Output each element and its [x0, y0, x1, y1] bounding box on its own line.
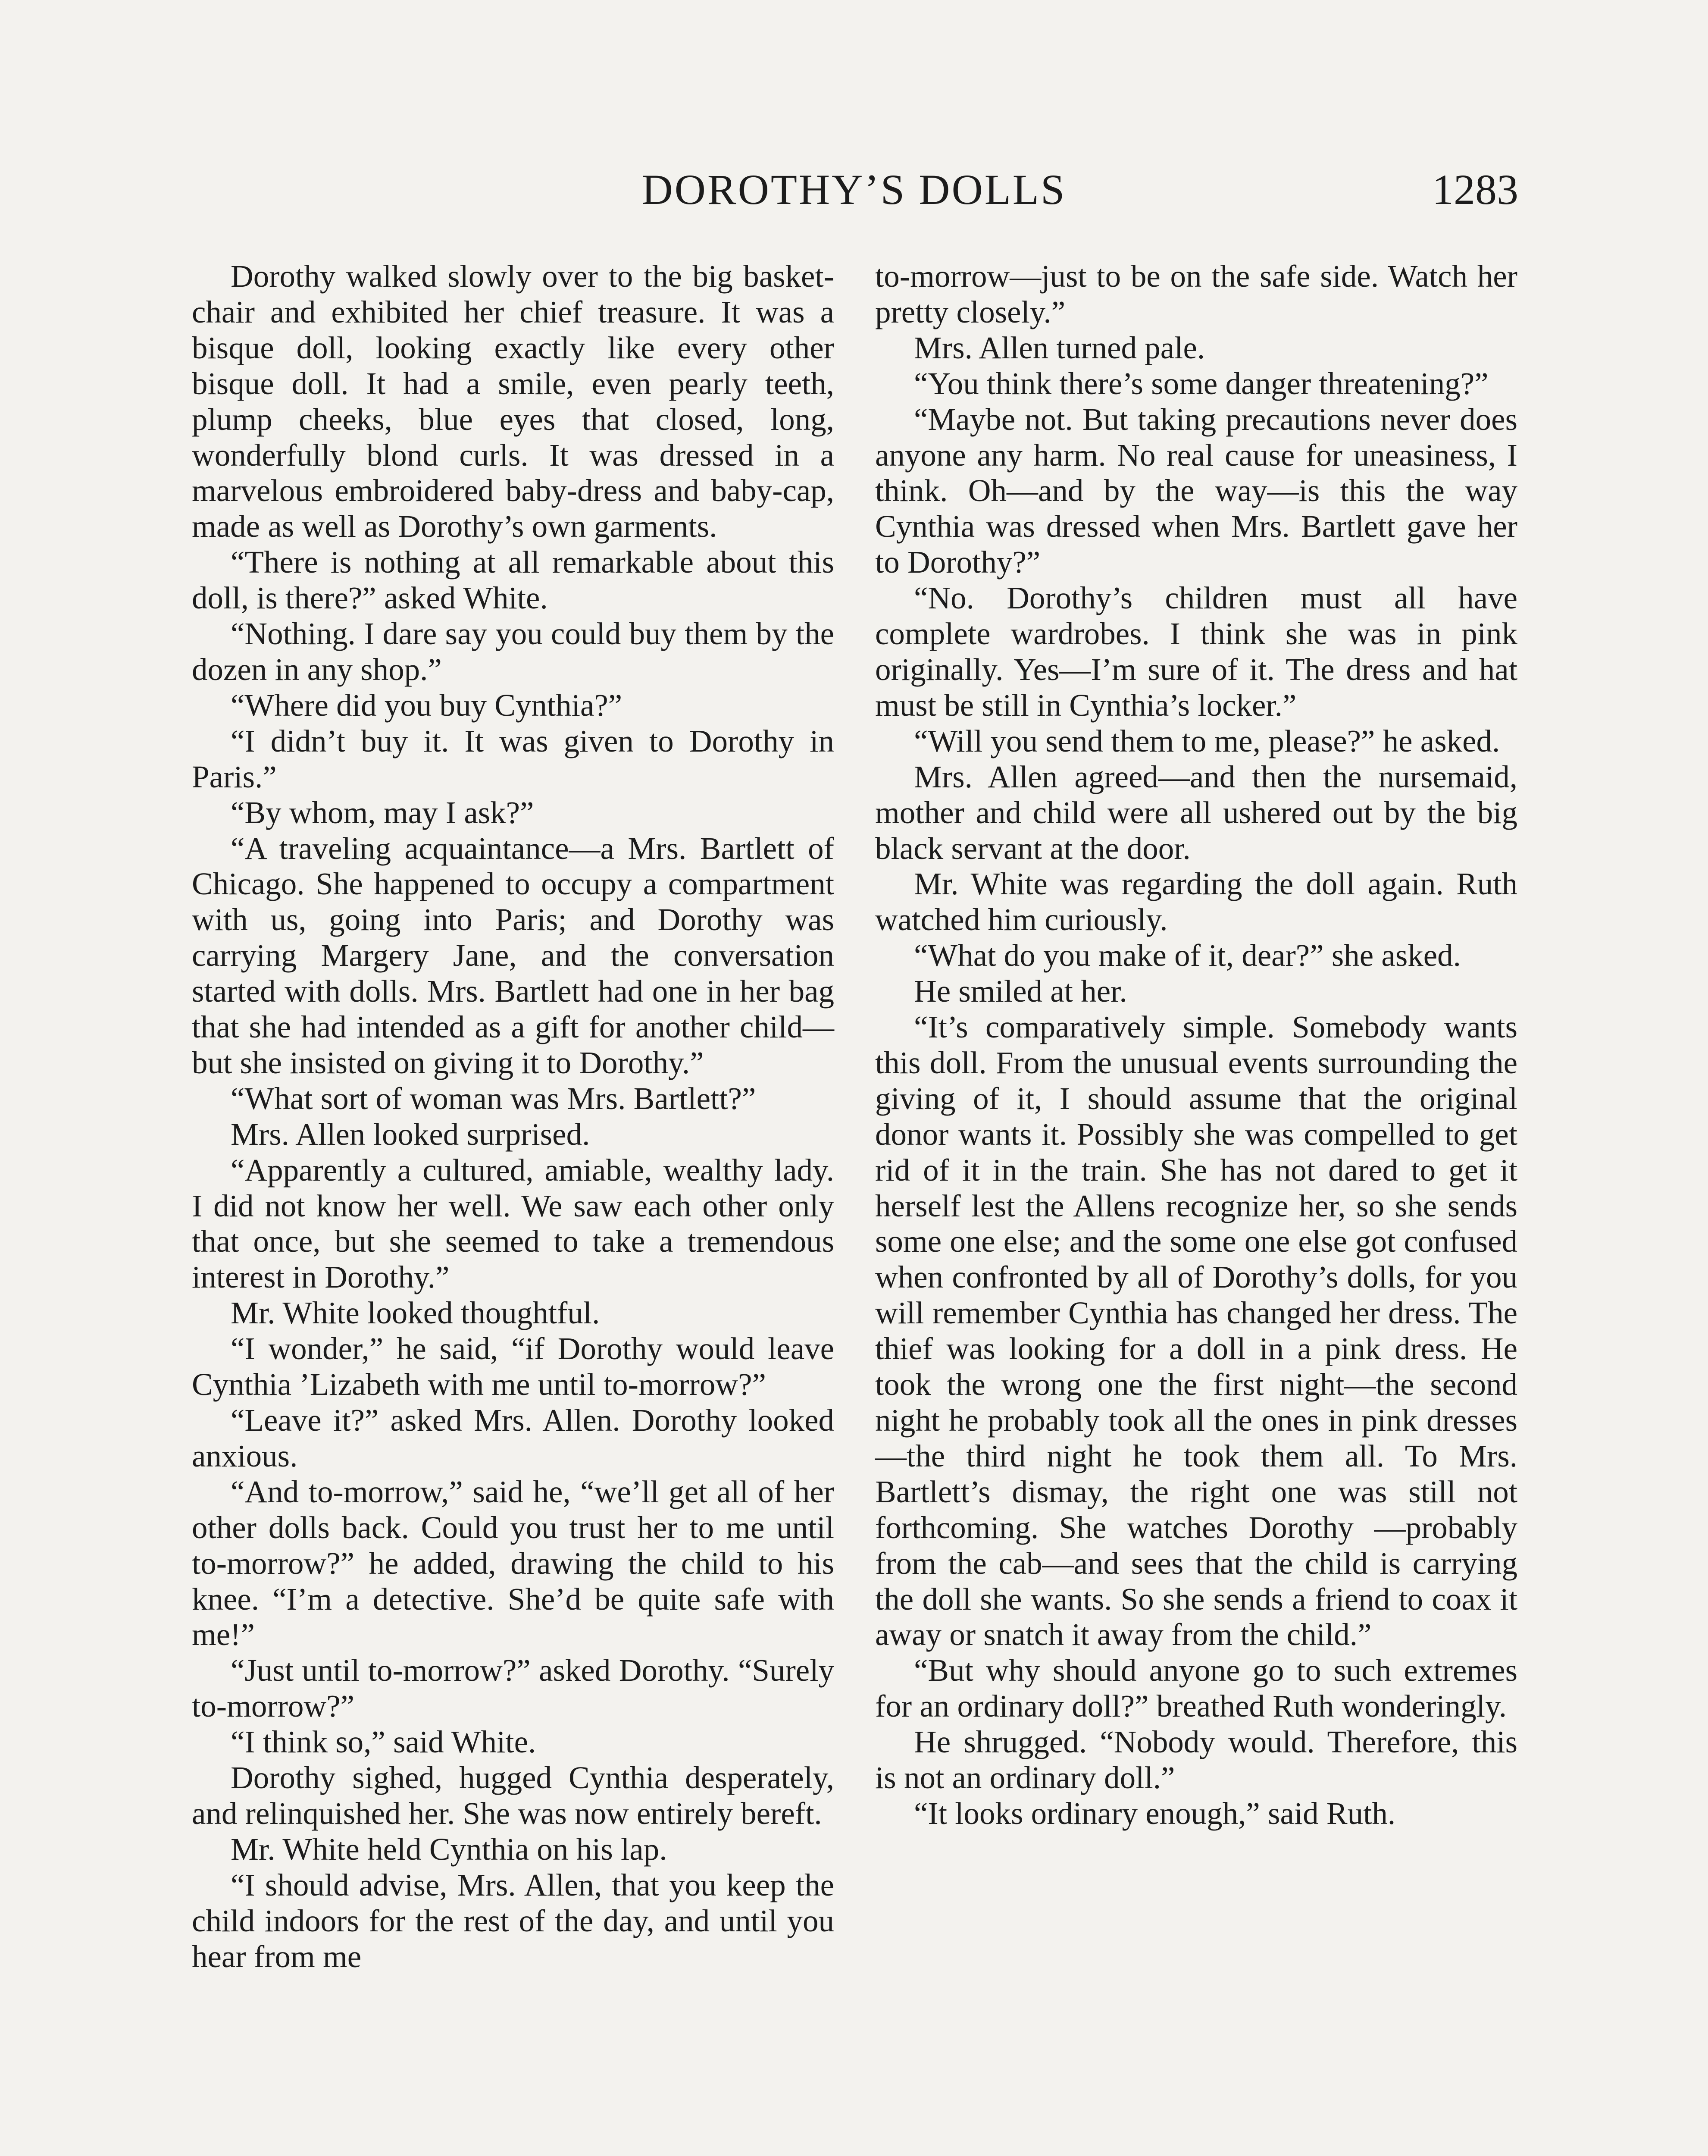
page-title: DOROTHY’S DOLLS — [641, 166, 1067, 213]
paragraph: “But why should anyone go to such extremes for an ordinary doll?” breathed Ruth wonderingly. — [875, 1653, 1517, 1724]
paragraph: Mr. White was regarding the doll again. Ruth watched him curiously. — [875, 866, 1517, 937]
paragraph: “I think so,” said White. — [231, 1724, 536, 1760]
paragraph: “I wonder,” he said, “if Dorothy would leave Cynthia ’Lizabeth with me until to-morrow?” — [192, 1331, 834, 1402]
paragraph: He smiled at her. — [914, 974, 1127, 1009]
paragraph: “I should advise, Mrs. Allen, that you keep the child indoors for the rest of the day, and until you hear from me — [192, 1867, 834, 1974]
paragraph: He shrugged. “Nobody would. Therefore, this is not an ordinary doll.” — [875, 1724, 1517, 1796]
paragraph: “Leave it?” asked Mrs. Allen. Dorothy looked anxious. — [192, 1403, 834, 1473]
paragraph: Mrs. Allen looked surprised. — [231, 1116, 590, 1152]
paragraph: “You think there’s some danger threatening?” — [914, 366, 1489, 401]
left-column — [192, 259, 834, 1975]
paragraph: “No. Dorothy’s children must all have complete wardrobes. I think she was in pink originally. Yes—I’m sure of it. The dress and hat must be still in Cynthia’s locker.” — [875, 580, 1517, 723]
paragraph: “There is nothing at all remarkable about this doll, is there?” asked White. — [192, 545, 834, 616]
paragraph: Mr. White held Cynthia on his lap. — [231, 1831, 667, 1867]
paragraph: “And to-morrow,” said he, “we’ll get all of her other dolls back. Could you trust her to me until to-morrow?” he added, drawing the child to his knee. “I’m a detective. She’d be quite safe with me!” — [192, 1474, 834, 1652]
running-head — [190, 160, 1518, 220]
paragraph: “Maybe not. But taking precautions never does anyone any harm. No real cause for uneasiness, I think. Oh—and by the way—is this the way Cynthia was dressed when Mrs. Bartlett gave her to Dorothy?” — [875, 401, 1517, 580]
paragraph: “I didn’t buy it. It was given to Dorothy in Paris.” — [192, 723, 834, 794]
paragraph: “It looks ordinary enough,” said Ruth. — [914, 1796, 1396, 1831]
paragraph: “It’s comparatively simple. Somebody wants this doll. From the unusual events surrounding the giving of it, I should assume that the original donor wants it. Possibly she was compelled to get rid of it in the train. She has not dared to get it herself lest the Allens recognize her, so she sends some one else; and the some one else got confused when confronted by all of Dorothy’s dolls, for you will remember Cynthia has changed her dress. The thief was looking for a doll in a pink dress. He took the wrong one the first night—the second night he probably took all the ones in pink dresses—the third night he took them all. To Mrs. Bartlett’s dismay, the right one was still not forthcoming. She watches Dorothy —probably from the cab—and sees that the child is carrying the doll she wants. So she sends a friend to coax it away or snatch it away from the child.” — [875, 1009, 1517, 1652]
paragraph: Dorothy sighed, hugged Cynthia desperately, and relinquished her. She was now entirely bereft. — [192, 1760, 834, 1831]
paragraph: “What sort of woman was Mrs. Bartlett?” — [231, 1081, 756, 1116]
paragraph: Mr. White looked thoughtful. — [231, 1295, 600, 1331]
paragraph: “Just until to-morrow?” asked Dorothy. “Surely to-morrow?” — [192, 1653, 834, 1724]
page-number: 1283 — [1432, 166, 1518, 213]
paragraph: Mrs. Allen turned pale. — [914, 330, 1205, 365]
paragraph: “Where did you buy Cynthia?” — [231, 687, 623, 723]
paragraph: Mrs. Allen agreed—and then the nursemaid, mother and child were all ushered out by the big black servant at the door. — [875, 759, 1517, 866]
paragraph: “A traveling acquaintance—a Mrs. Bartlett of Chicago. She happened to occupy a compartment with us, going into Paris; and Dorothy was carrying Margery Jane, and the conversation started with dolls. Mrs. Bartlett had one in her bag that she had intended as a gift for another child—but she insisted on giving it to Dorothy.” — [192, 830, 834, 1080]
paragraph: “What do you make of it, dear?” she asked. — [914, 938, 1461, 973]
paragraph-continued: to-morrow—just to be on the safe side. Watch her pretty closely.” — [875, 259, 1517, 329]
paragraph: “By whom, may I ask?” — [231, 795, 534, 830]
paragraph: “Nothing. I dare say you could buy them by the dozen in any shop.” — [192, 616, 834, 687]
paragraph: Dorothy walked slowly over to the big basket-chair and exhibited her chief treasure. It was a bisque doll, looking exactly like every other bisque doll. It had a smile, even pearly teeth, plump cheeks, blue eyes that closed, long, wonderfully blond curls. It was dressed in a marvelous embroidered baby-dress and baby-cap, made as well as Dorothy’s own garments. — [192, 259, 834, 544]
right-column — [875, 259, 1517, 1832]
paragraph: “Will you send them to me, please?” he asked. — [914, 723, 1500, 758]
paragraph: “Apparently a cultured, amiable, wealthy lady. I did not know her well. We saw each other only that once, but she seemed to take a tremendous interest in Dorothy.” — [192, 1152, 834, 1295]
